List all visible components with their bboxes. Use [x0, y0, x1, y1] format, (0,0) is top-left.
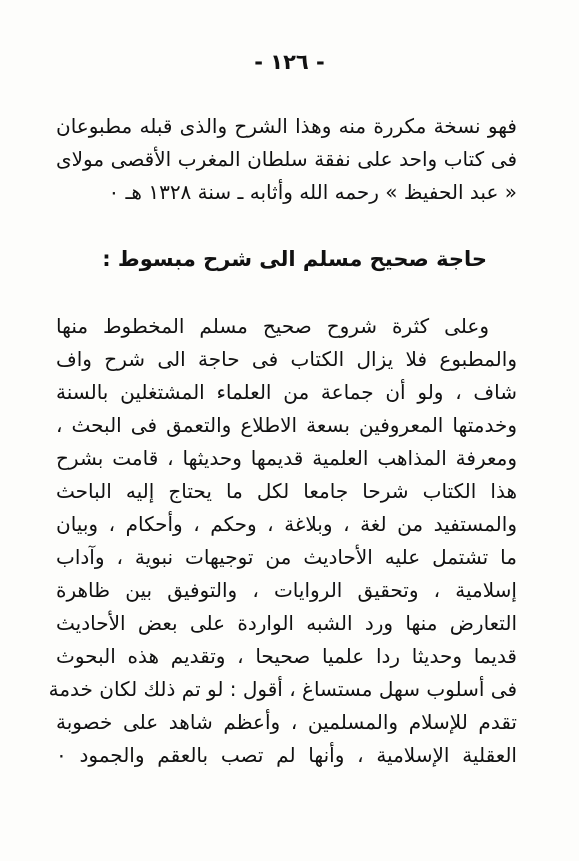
text-line: فهو نسخة مكررة منه وهذا الشرح والذى قبله مطبوعان [56, 114, 517, 138]
text-line: « عبد الحفيظ » رحمه الله وأثابه ـ سنة ١٣٢٨ هـ ٠ [108, 180, 517, 204]
text-line: قديما وحديثا ردا علميا صحيحا ، وتقديم هذه البحوث [56, 644, 517, 668]
text-line: ومعرفة المذاهب العلمية قديمها وحديثها ، قامت بشرح [56, 446, 517, 470]
text-line: والمستفيد من لغة ، وبلاغة ، وحكم ، وأحكام ، وبيان [56, 512, 517, 536]
text-line: فى أسلوب سهل مستساغ ، أقول : لو تم ذلك لكان خدمة [48, 677, 517, 701]
text-line: تقدم للإسلام والمسلمين ، وأعظم شاهد على خصوبة [56, 710, 517, 734]
text-line: فى كتاب واحد على نفقة سلطان المغرب الأقصى مولاى [56, 147, 517, 171]
text-line: إسلامية ، وتحقيق الروايات ، والتوفيق بين ظاهرة [56, 578, 517, 602]
text-line: والمطبوع فلا يزال الكتاب فى حاجة الى شرح واف [56, 347, 517, 371]
text-line: العقلية الإسلامية ، وأنها لم تصب بالعقم والجمود ٠ [56, 743, 517, 767]
section-heading: حاجة صحيح مسلم الى شرح مبسوط : [102, 247, 487, 271]
page-number: - ١٢٦ - [254, 50, 325, 74]
text-line: التعارض منها ورد الشبه الواردة على بعض الأحاديث [56, 611, 517, 635]
text-line: هذا الكتاب شرحا جامعا لكل ما يحتاج إليه الباحث [56, 479, 517, 503]
intro-paragraph [56, 110, 517, 209]
text-line: ما تشتمل عليه الأحاديث من توجيهات نبوية ، وآداب [56, 545, 517, 569]
text-line: وعلى كثرة شروح صحيح مسلم المخطوط منها [56, 314, 489, 338]
text-line: وخدمتها المعروفين بسعة الاطلاع والتعمق فى البحث ، [56, 413, 517, 437]
text-line: شاف ، ولو أن جماعة من العلماء المشتغلين بالسنة [56, 380, 517, 404]
body-paragraph [48, 310, 517, 772]
